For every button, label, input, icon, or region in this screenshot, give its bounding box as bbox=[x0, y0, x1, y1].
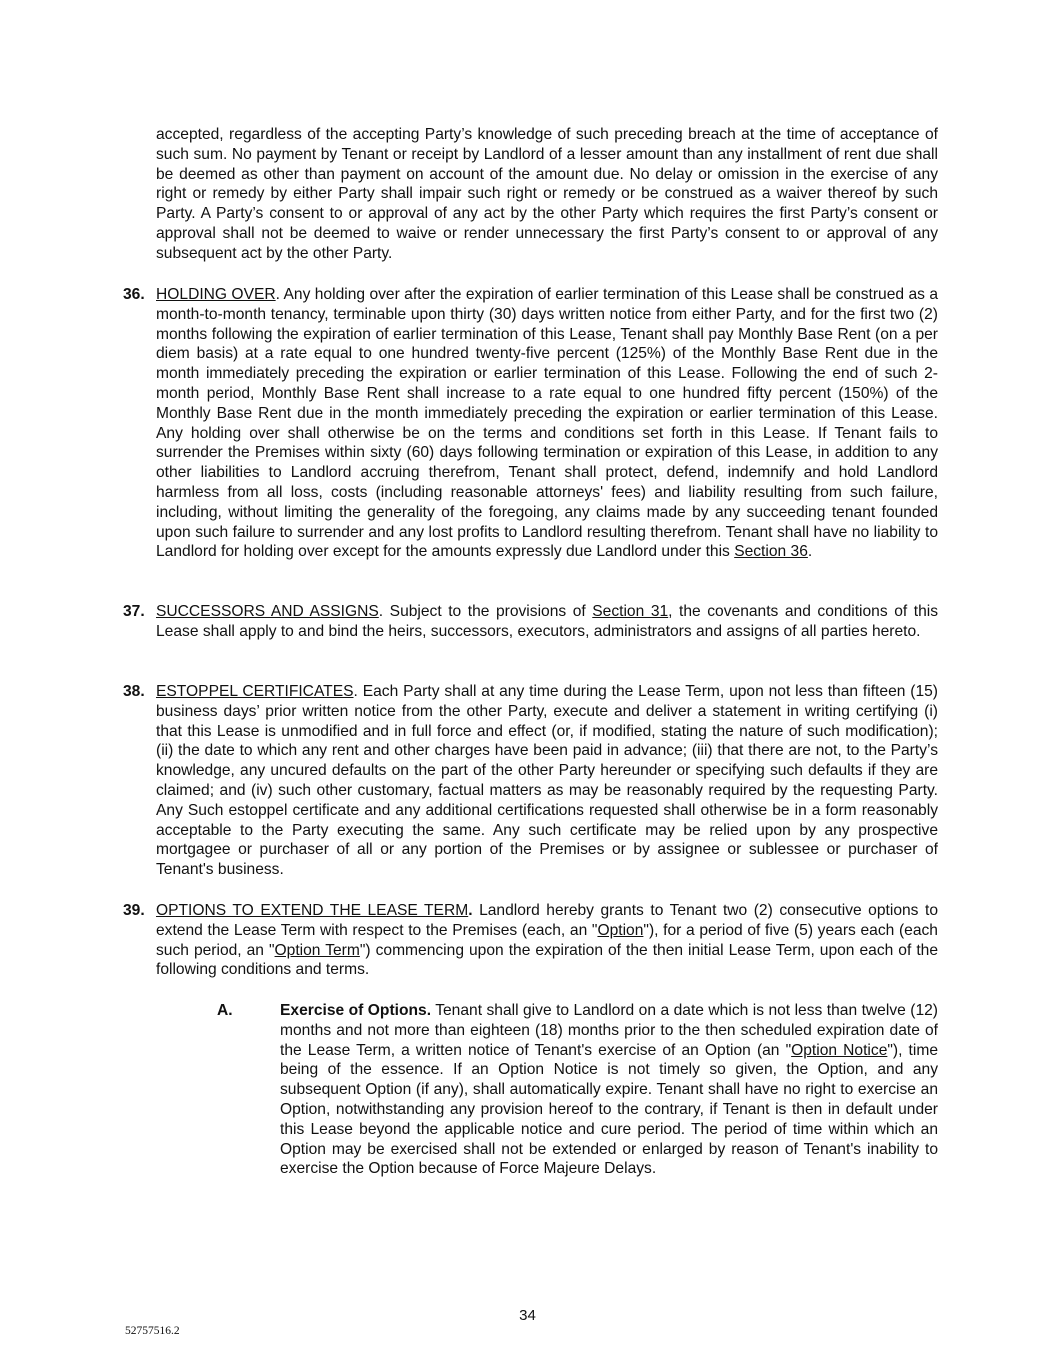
section-37-heading: SUCCESSORS AND ASSIGNS bbox=[156, 603, 379, 620]
section-36-ref-link[interactable]: Section 36 bbox=[734, 543, 808, 561]
option-notice-term-defined: Option Notice bbox=[791, 1041, 888, 1059]
section-38-heading: ESTOPPEL CERTIFICATES bbox=[156, 683, 354, 700]
section-39-paragraph: OPTIONS TO EXTEND THE LEASE TERM. Landlord hereby grants to Tenant two (2) consecutive options to extend the Lease Term with respect to the Premises (each, an "Option"), for a period of five (5) years each (each such period, an "Option Term") commencing upon the expiration of the then initial Lease Term, upon each of the following conditions and terms. bbox=[156, 902, 938, 979]
subsection-a-heading: Exercise of Options. bbox=[280, 1002, 432, 1019]
section-38-number: 38. bbox=[123, 683, 145, 700]
subsection-a-paragraph: Exercise of Options. Tenant shall give to Landlord on a date which is not less than twelve (12) months and not more than eighteen (18) months prior to the then scheduled expiration date of the Lease Term, a written notice of Tenant's exercise of an Option (an "Option Notice"), time being of the essence. If an Option Notice is not timely so given, the Option, and any subsequent Option (if any), shall automatically expire. Tenant shall have no right to exercise an Option, notwithstanding any provision hereof to the contrary, if Tenant is then in default under this Lease beyond the applicable notice and cure period. The period of time within which an Option may be exercised shall not be extended or enlarged by reason of Tenant's inability to exercise the Option because of Force Majeure Delays. bbox=[280, 1002, 938, 1178]
section-31-ref-link[interactable]: Section 31 bbox=[592, 603, 669, 620]
section-39-heading: OPTIONS TO EXTEND THE LEASE TERM bbox=[156, 902, 469, 919]
section-37-number: 37. bbox=[123, 603, 145, 620]
option-term-defined: Option bbox=[597, 921, 644, 939]
page-number: 34 bbox=[519, 1307, 536, 1324]
subsection-a-letter: A. bbox=[217, 1002, 233, 1019]
section-36-heading: HOLDING OVER bbox=[156, 286, 276, 303]
section-38-paragraph: ESTOPPEL CERTIFICATES. Each Party shall at any time during the Lease Term, upon not less than fifteen (15) business days’ prior written notice from the other Party, execute and deliver a statement in writing certifying (i) that this Lease is unmodified and in full force and effect (or, if modified, stating the nature of such modification); (ii) the date to which any rent and other charges have been paid in advance; (iii) that there are not, to the Party’s knowledge, any uncured defaults on the part of the other Party hereunder or specifying such defaults if they are claimed; and (iv) such other customary, factual matters as may be reasonably required by the requesting Party. Any Such estoppel certificate and any additional certifications requested shall otherwise be in a form reasonably acceptable to the Party executing the same. Any such certificate may be relied upon by any prospective mortgagee or purchaser of all or any portion of the Premises or by assignee or sublessee or purchaser of Tenant's business. bbox=[156, 683, 938, 879]
section-37-paragraph: SUCCESSORS AND ASSIGNS. Subject to the provisions of Section 31, the covenants and conditions of this Lease shall apply to and bind the heirs, successors, executors, administrators and assigns of all parties hereto. bbox=[156, 603, 938, 640]
document-id: 52757516.2 bbox=[125, 1325, 180, 1337]
section-36-paragraph: HOLDING OVER. Any holding over after the expiration of earlier termination of this Lease shall be construed as a month-to-month tenancy, terminable upon thirty (30) days written notice from either Party, and for the first two (2) months following the expiration of earlier termination of this Lease, Tenant shall pay Monthly Base Rent (on a per diem basis) at a rate equal to one hundred twenty-five percent (125%) of the Monthly Base Rent due in the month immediately preceding the expiration or earlier termination of this Lease. Following the end of such 2-month period, Monthly Base Rent shall increase to a rate equal to one hundred fifty percent (150%) of the Monthly Base Rent due in the month immediately preceding the expiration or earlier termination of this Lease. Any holding over shall otherwise be on the terms and conditions set forth in this Lease. If Tenant fails to surrender the Premises within sixty (60) days following termination or expiration of this Lease, in addition to any other liabilities to Landlord accruing therefrom, Tenant shall protect, defend, indemnify and hold Landlord harmless from all loss, costs (including reasonable attorneys' fees) and liability resulting from such failure, including, without limiting the generality of the foregoing, any claims made by any succeeding tenant founded upon such failure to surrender and any lost profits to Landlord resulting therefrom. Tenant shall have no liability to Landlord for holding over except for the amounts expressly due Landlord under this Section 36. bbox=[156, 286, 939, 561]
section-39-number: 39. bbox=[123, 902, 145, 919]
section-36-number: 36. bbox=[123, 286, 145, 303]
intro-paragraph: accepted, regardless of the accepting Party’s knowledge of such preceding breach at the time of acceptance of such sum. No payment by Tenant or receipt by Landlord of a lesser amount than any installment of rent due shall be deemed as other than payment on account of the amount due. No delay or omission in the exercise of any right or remedy by either Party shall impair such right or remedy or be construed as a waiver thereof by such Party. A Party’s consent to or approval of any act by the other Party which requires the first Party’s consent or approval shall not be deemed to waive or render unnecessary the first Party’s consent to or approval of any subsequent act by the other Party. bbox=[156, 126, 938, 262]
option-term-term-defined: Option Term bbox=[274, 941, 360, 959]
